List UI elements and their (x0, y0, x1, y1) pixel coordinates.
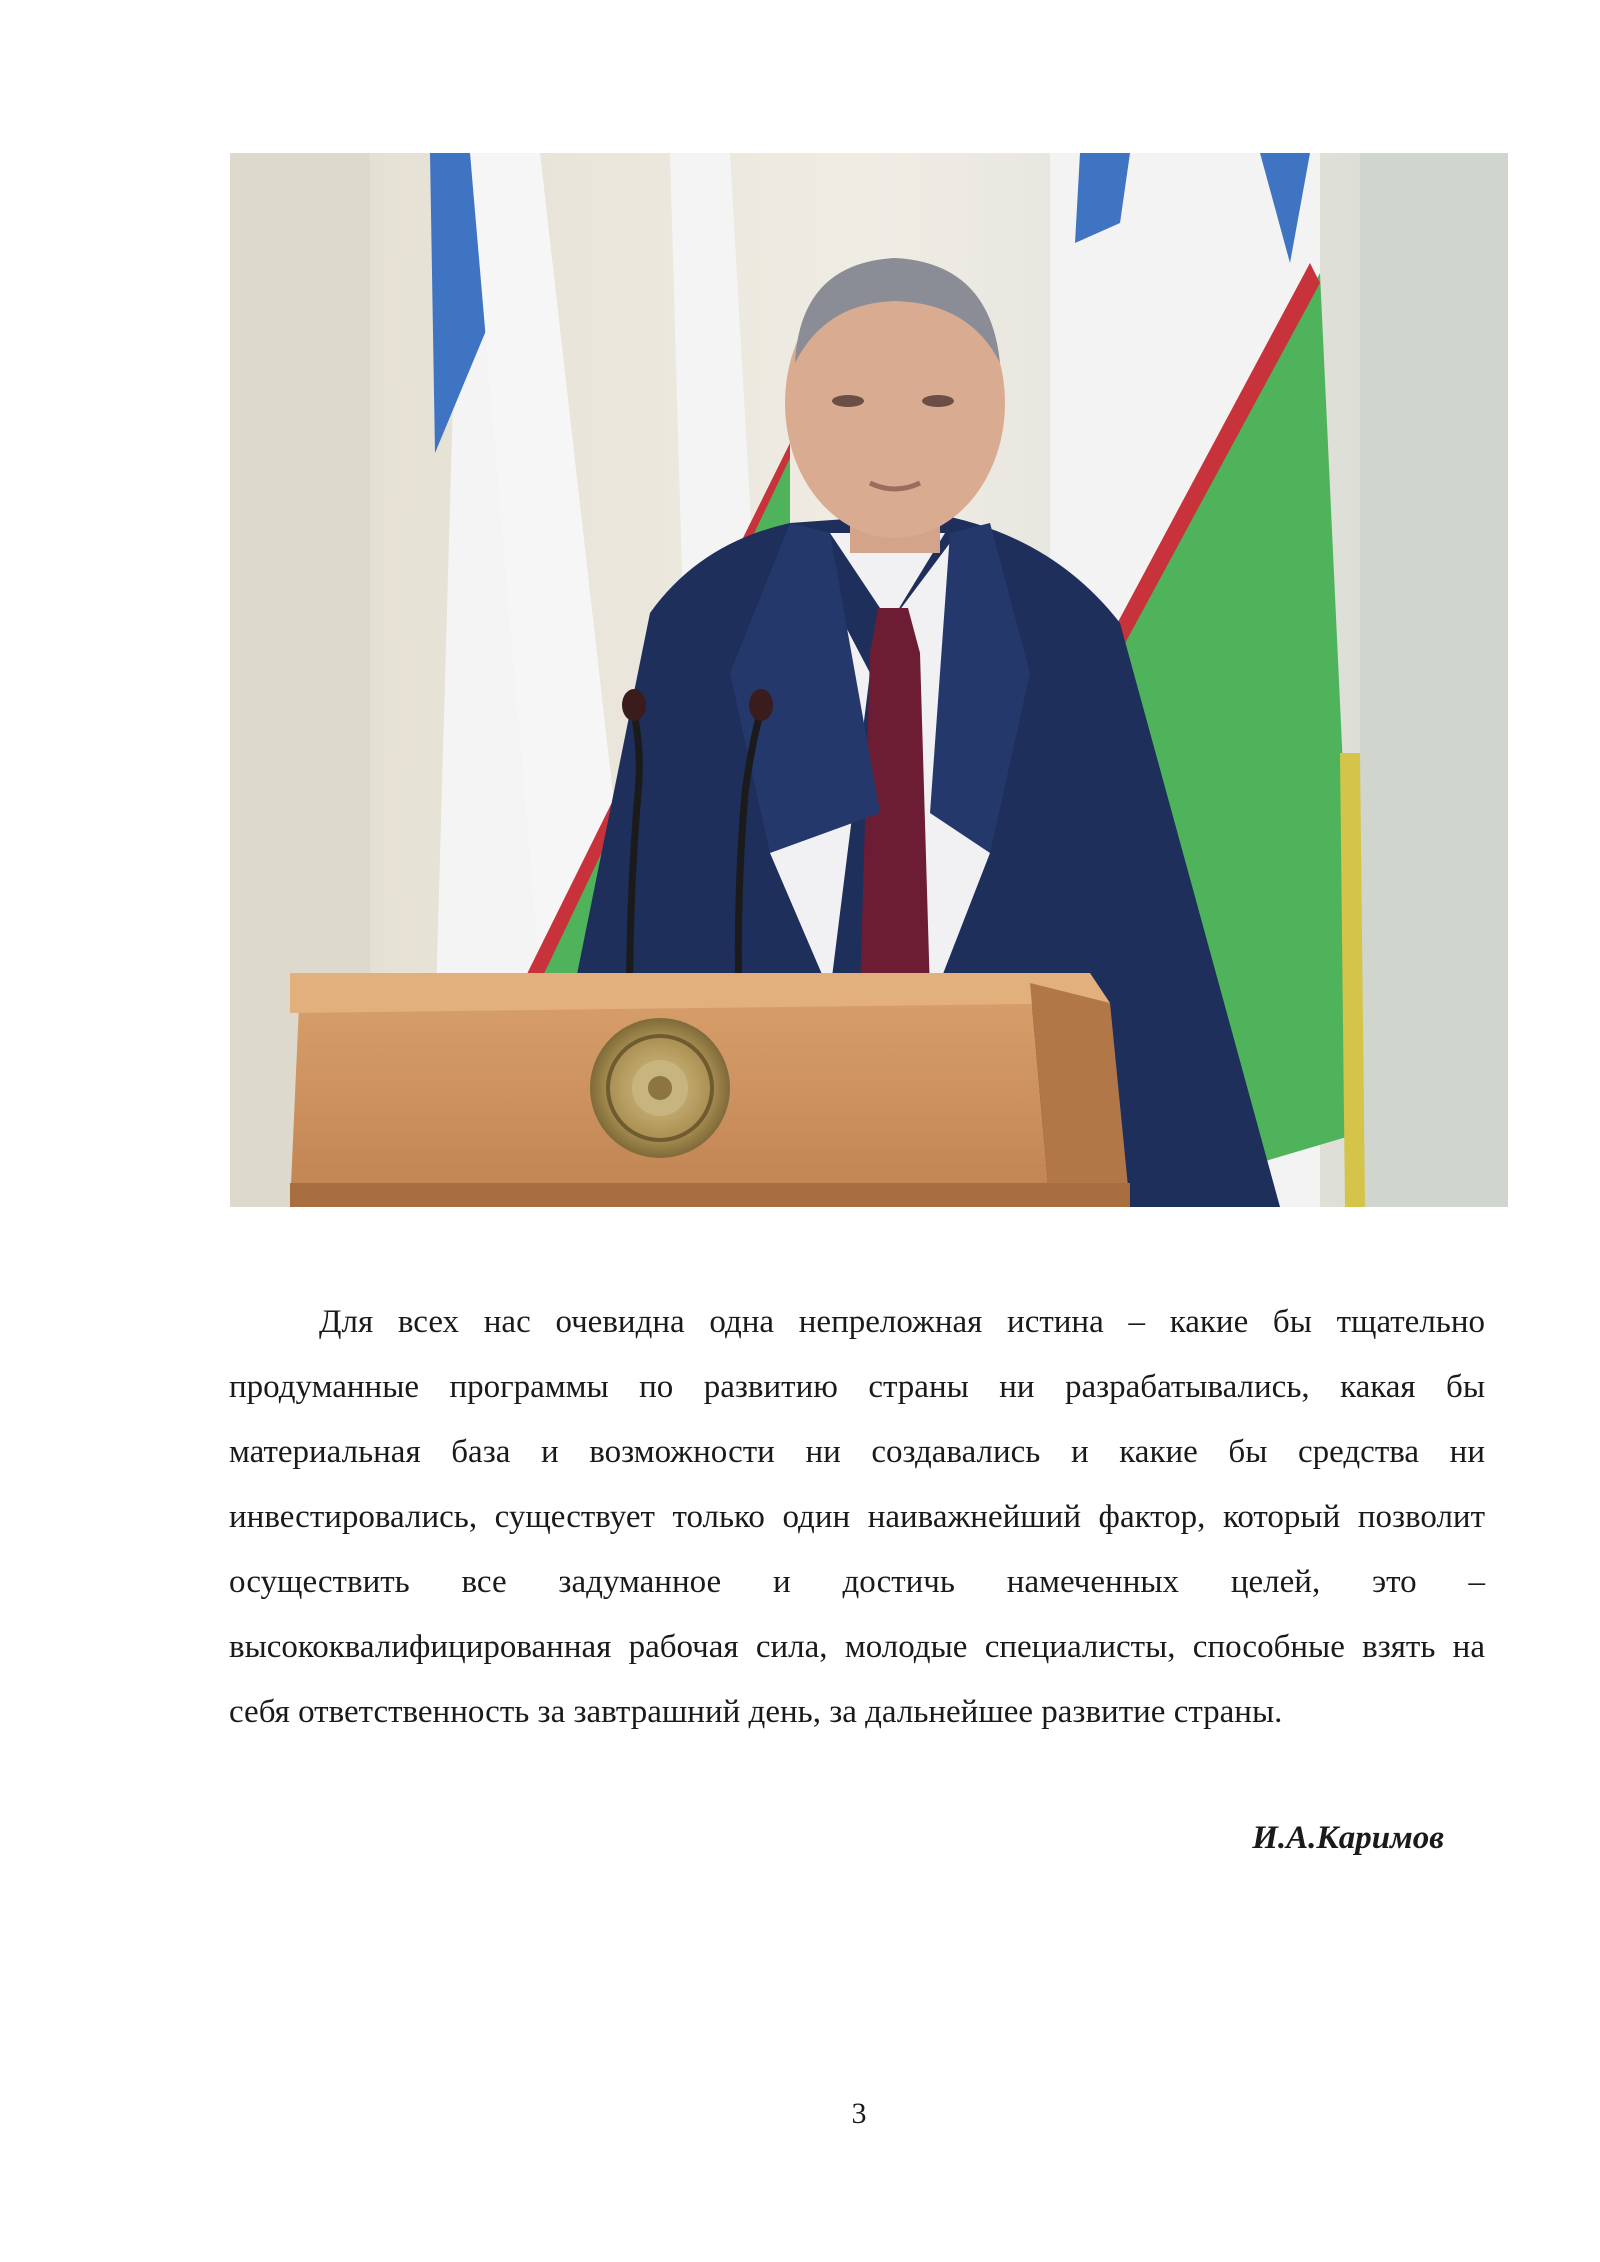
author-signature: И.А.Каримов (1252, 1820, 1444, 1856)
quote-paragraph: Для всех нас очевидна одна непреложная истина – какие бы тщательно продуманные программы по развитию страны ни разрабатывались, какая бы материальная база и возможности ни создавались и какие бы средства ни инвестировались, существует только один наиважнейший фактор, который позволит осуществить все задуманное и достичь намеченных целей, это – высококвалифицированная рабочая сила, молодые специалисты, способные взять на себя ответственность за завтрашний день, за дальнейшее развитие страны. (229, 1304, 1485, 1730)
podium (290, 973, 1130, 1207)
speaker-photo (230, 153, 1508, 1207)
page-number: 3 (851, 2097, 867, 2130)
state-emblem (590, 1018, 730, 1158)
